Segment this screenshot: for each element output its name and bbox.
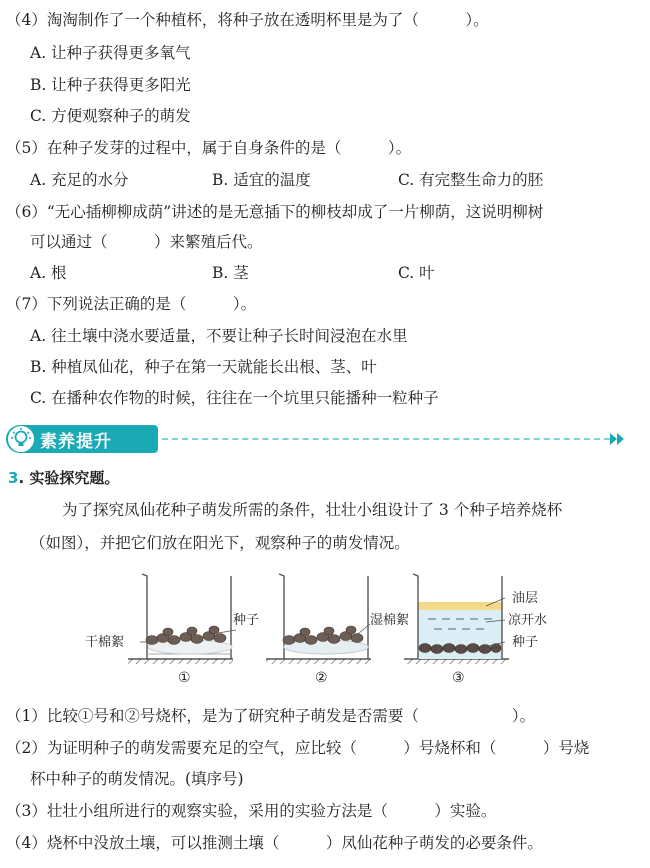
question-4-stem: （4）淘淘制作了一个种植杯，将种子放在透明杯里是为了（ ）。 bbox=[6, 11, 489, 29]
question-6-option-c[interactable]: C. 叶 bbox=[398, 264, 435, 282]
label-dry-cotton: 干棉絮 bbox=[85, 635, 125, 650]
sub-question-3: （3）壮壮小组所进行的观察实验，采用的实验方法是（ ）实验。 bbox=[6, 802, 497, 820]
sub-question-2-line2: 杯中种子的萌发情况。(填序号) bbox=[30, 770, 244, 788]
question-5-option-a[interactable]: A. 充足的水分 bbox=[30, 171, 129, 189]
question-4-option-c[interactable]: C. 方便观察种子的萌发 bbox=[30, 107, 191, 125]
question-5-option-c[interactable]: C. 有完整生命力的胚 bbox=[398, 171, 544, 189]
question-6-option-a[interactable]: A. 根 bbox=[30, 264, 67, 282]
question-7-stem: （7）下列说法正确的是（ ）。 bbox=[6, 295, 257, 313]
label-seed-1: 种子 bbox=[233, 613, 260, 628]
section-3-heading bbox=[8, 467, 119, 488]
section-3-intro-line1: 为了探究凤仙花种子萌发所需的条件，壮壮小组设计了 3 个种子培养烧杯 bbox=[62, 501, 563, 519]
label-wet-cotton: 湿棉絮 bbox=[370, 613, 410, 628]
beaker-number-1: ① bbox=[178, 670, 191, 686]
section-3-number: 3 bbox=[8, 469, 19, 487]
section-banner bbox=[6, 425, 642, 453]
question-7-option-c[interactable]: C. 在播种农作物的时候，往往在一个坑里只能播种一粒种子 bbox=[30, 389, 439, 407]
question-5-option-b[interactable]: B. 适宜的温度 bbox=[212, 171, 311, 189]
banner-title: 素养提升 bbox=[40, 432, 112, 452]
question-6-option-b[interactable]: B. 茎 bbox=[212, 264, 249, 282]
double-arrow-icon bbox=[610, 431, 626, 450]
question-7-option-b[interactable]: B. 种植凤仙花，种子在第一天就能长出根、茎、叶 bbox=[30, 358, 377, 376]
beaker-2 bbox=[266, 574, 409, 686]
beaker-number-2: ② bbox=[315, 670, 328, 686]
label-oil-layer: 油层 bbox=[512, 591, 539, 606]
sub-question-2-line1: （2）为证明种子的萌发需要充足的空气，应比较（ ）号烧杯和（ ）号烧 bbox=[6, 739, 590, 757]
beaker-number-3: ③ bbox=[452, 670, 465, 686]
beaker-3 bbox=[404, 574, 547, 686]
label-cool-boiled-water: 凉开水 bbox=[508, 613, 548, 628]
sub-question-4: （4）烧杯中没放土壤，可以推测土壤（ ）凤仙花种子萌发的必要条件。 bbox=[6, 834, 543, 852]
section-3-title: . 实验探究题。 bbox=[18, 469, 120, 487]
beaker-figure bbox=[0, 562, 650, 692]
question-4-option-a[interactable]: A. 让种子获得更多氧气 bbox=[30, 44, 191, 62]
label-seed-3: 种子 bbox=[512, 635, 539, 650]
question-6-stem-line1: （6）“无心插柳柳成荫”讲述的是无意插下的柳枝却成了一片柳荫，这说明柳树 bbox=[6, 203, 544, 221]
beaker-1 bbox=[85, 574, 259, 686]
question-7-option-a[interactable]: A. 往土壤中浇水要适量，不要让种子长时间浸泡在水里 bbox=[30, 327, 408, 345]
question-6-stem-line2: 可以通过（ ）来繁殖后代。 bbox=[30, 233, 263, 251]
question-4-option-b[interactable]: B. 让种子获得更多阳光 bbox=[30, 76, 191, 94]
section-3-intro-line2: （如图），并把它们放在阳光下，观察种子的萌发情况。 bbox=[30, 534, 410, 552]
banner-divider bbox=[162, 438, 610, 440]
lightbulb-icon bbox=[7, 425, 35, 453]
sub-question-1: （1）比较①号和②号烧杯，是为了研究种子萌发是否需要（ ）。 bbox=[6, 707, 536, 725]
question-5-stem: （5）在种子发芽的过程中，属于自身条件的是（ ）。 bbox=[6, 139, 412, 157]
